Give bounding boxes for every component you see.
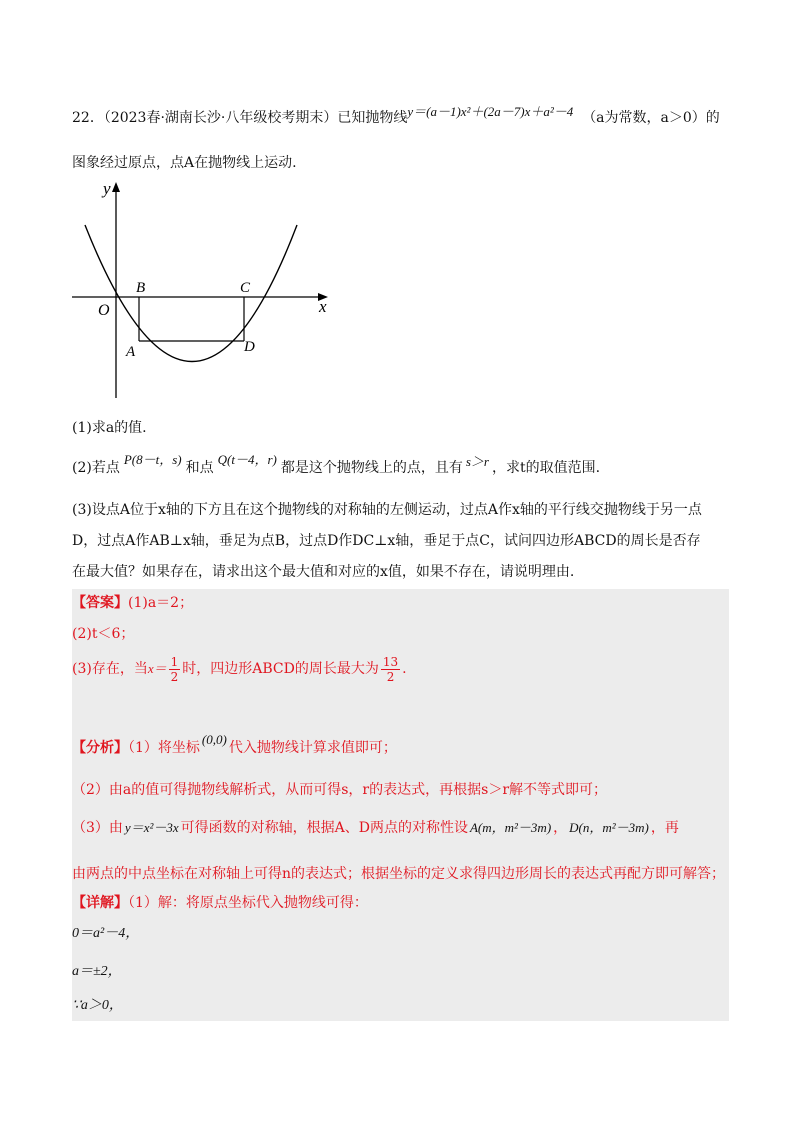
point-P: P(8－t，s)	[123, 452, 182, 467]
simplified-parabola: y＝x²－3x	[124, 820, 179, 835]
point-A-coord: A(m，m²－3m)	[469, 820, 552, 835]
part-1: (1)求a的值.	[72, 420, 147, 436]
part-2-text-a: (2)若点	[72, 460, 120, 476]
analysis-1-text-a: （1）将坐标	[128, 740, 200, 756]
analysis-3-text-b: 可得函数的对称轴，根据A、D两点的对称性设	[180, 820, 468, 836]
inequality-s-r: s＞r	[465, 454, 489, 469]
analysis-tag: 【分析】	[72, 740, 128, 756]
point-B-label: B	[136, 280, 146, 296]
detail-line-4: ∵a＞0，	[72, 998, 123, 1013]
point-C-label: C	[240, 280, 251, 296]
fraction-2-numerator: 13	[382, 654, 399, 669]
answer-line-3	[72, 652, 407, 686]
answer-line-1	[72, 593, 193, 613]
part-3-line-2: D，过点A作AB⊥x轴，垂足为点B，过点D作DC⊥x轴，垂足于点C，试问四边形ABCD的周长是否存	[72, 533, 701, 549]
point-D-label: D	[244, 339, 255, 355]
detail-line-2: 0＝a²－4，	[72, 926, 140, 941]
fraction-1-denominator: 2	[170, 669, 179, 684]
origin-coordinate: (0,0)	[201, 732, 227, 747]
question-condition: （a为常数，a＞0）的	[582, 110, 720, 126]
point-Q: Q(t－4，r)	[217, 452, 277, 467]
analysis-3-comma: ，	[553, 820, 568, 836]
fraction-2-denominator: 2	[386, 669, 395, 684]
part-2-text-d: ，求t的取值范围.	[491, 460, 601, 476]
part-2-text-b: 和点	[185, 460, 214, 476]
analysis-3-text-a: （3）由	[72, 820, 123, 836]
fraction-thirteen-halves	[381, 655, 400, 684]
question-intro: 已知抛物线	[337, 110, 408, 126]
parabola-equation: y＝(a－1)x²＋(2a－7)x＋a²－4	[407, 104, 574, 119]
parabola-figure	[70, 178, 340, 403]
fraction-1-numerator: 1	[170, 654, 179, 669]
answer-1: (1)a＝2；	[128, 595, 194, 611]
detail-line-3: a＝±2，	[72, 964, 122, 979]
answer-tag: 【答案】	[72, 595, 128, 611]
y-axis-arrow	[112, 182, 120, 192]
analysis-line-3	[72, 818, 679, 838]
part-3-line-3: 在最大值？如果存在，请求出这个最大值和对应的x值，如果不存在，请说明理由.	[72, 564, 575, 580]
question-line-2: 图象经过原点，点A在抛物线上运动.	[72, 155, 297, 171]
point-D-coord: D(n，m²－3m)	[569, 820, 649, 835]
answer-3-text-b: 时，四边形ABCD的周长最大为	[182, 661, 379, 677]
x-label: x	[319, 297, 327, 316]
answer-3-text-a: (3)存在，当	[72, 661, 148, 677]
part-2	[72, 452, 601, 478]
analysis-line-2: （2）由a的值可得抛物线解析式，从而可得s，r的表达式，再根据s＞r解不等式即可；	[72, 782, 608, 798]
part-3-line-1: (3)设点A位于x轴的下方且在这个抛物线的对称轴的左侧运动，过点A作x轴的平行线交抛物线于另一点	[72, 502, 702, 518]
answer-2: (2)t＜6；	[72, 626, 135, 642]
analysis-1-text-b: 代入抛物线计算求值即可；	[228, 740, 397, 756]
detail-tag: 【详解】	[72, 895, 128, 911]
part-2-text-c: 都是这个抛物线上的点，且有	[280, 460, 463, 476]
analysis-3-text-c: ，再	[650, 820, 679, 836]
analysis-line-4: 由两点的中点坐标在对称轴上可得n的表达式；根据坐标的定义求得四边形周长的表达式再配方即可解答；	[72, 866, 726, 882]
question-source: （2023春·湖南长沙·八年级校考期末）	[103, 110, 338, 126]
detail-line-1	[72, 893, 368, 913]
question-number: 22．	[72, 110, 104, 126]
answer-3-text-c: .	[402, 661, 407, 677]
answer-3-x: x＝	[147, 661, 167, 676]
y-label: y	[103, 179, 111, 198]
detail-1-text: （1）解：将原点坐标代入抛物线可得：	[128, 895, 368, 911]
question-line-1	[72, 104, 720, 128]
analysis-line-1	[72, 732, 397, 758]
point-A-label: A	[126, 344, 136, 360]
origin-label: O	[98, 302, 110, 319]
fraction-one-half	[169, 655, 181, 684]
